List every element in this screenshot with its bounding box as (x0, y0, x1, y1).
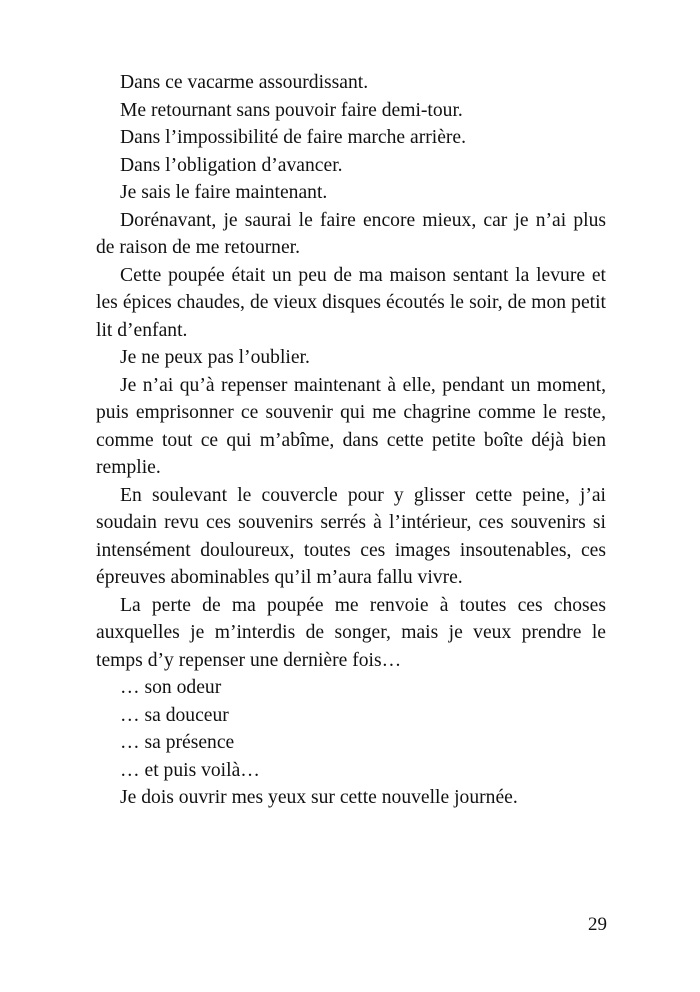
paragraph: Dorénavant, je saurai le faire encore mieux, car je n’ai plus de raison de me retourner. (96, 209, 606, 258)
paragraph: Je dois ouvrir mes yeux sur cette nouvelle journée. (120, 787, 518, 808)
page-body (96, 69, 606, 812)
paragraph: Cette poupée était un peu de ma maison sentant la levure et les épices chaudes, de vieux disques écoutés le soir, de mon petit lit d’enfant. (96, 264, 606, 341)
paragraph: Je n’ai qu’à repenser maintenant à elle, pendant un moment, puis emprisonner ce souvenir qui me chagrine comme le reste, comme tout ce qui m’abîme, dans cette petite boîte déjà bien remplie. (96, 374, 606, 478)
paragraph: … sa douceur (120, 704, 229, 726)
paragraph: La perte de ma poupée me renvoie à toutes ces choses auxquelles je m’interdis de songer, mais je veux prendre le temps d’y repenser une dernière fois… (96, 594, 606, 671)
paragraph: Me retournant sans pouvoir faire demi-tour. (120, 99, 463, 121)
paragraph: Dans ce vacarme assourdissant. (120, 72, 369, 93)
paragraph: Dans l’obligation d’avancer. (120, 154, 343, 176)
paragraph: … sa présence (120, 732, 235, 753)
paragraph: Je sais le faire maintenant. (120, 182, 328, 203)
paragraph: Dans l’impossibilité de faire marche arrière. (120, 127, 467, 148)
paragraph: … et puis voilà… (120, 759, 260, 781)
paragraph: … son odeur (120, 677, 222, 698)
page-number: 29 (588, 914, 607, 935)
paragraph: Je ne peux pas l’oublier. (120, 347, 310, 368)
paragraph: En soulevant le couvercle pour y glisser cette peine, j’ai soudain revu ces souvenirs serrés à l’intérieur, ces souvenirs si intensément douloureux, toutes ces images insoutenables, ces épreuves abominables qu’il m’aura fallu vivre. (96, 484, 606, 588)
